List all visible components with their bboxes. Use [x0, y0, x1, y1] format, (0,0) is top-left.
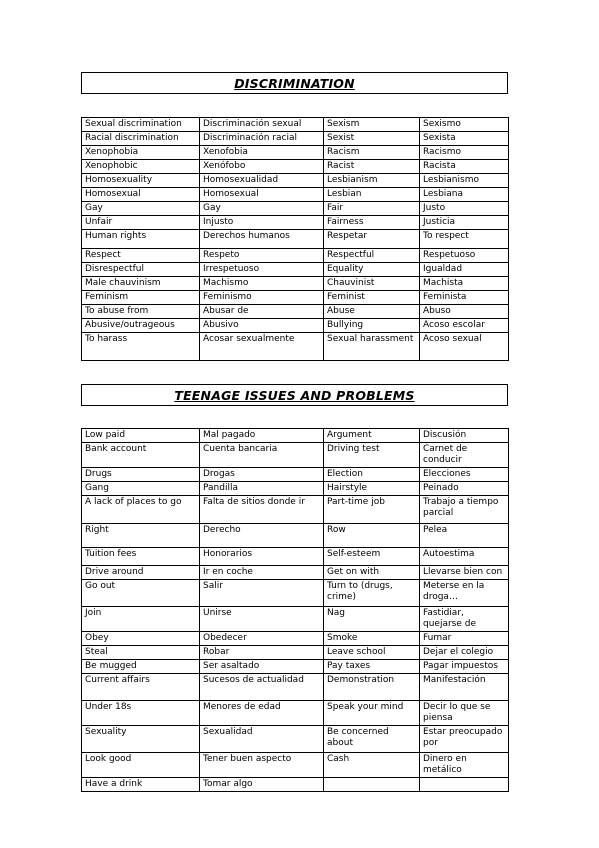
spanish-term-cell: Pelea	[420, 524, 509, 548]
spanish-term-cell: Peinado	[420, 482, 509, 496]
spanish-term-cell: Decir lo que se piensa	[420, 701, 509, 726]
spanish-term-cell: Falta de sitios donde ir	[200, 496, 324, 524]
spanish-term-cell: Xenofobia	[200, 146, 324, 160]
english-term-cell: Join	[82, 607, 200, 632]
english-term-cell: Be mugged	[82, 660, 200, 674]
spanish-term-cell	[420, 778, 509, 792]
spanish-term-cell: Derecho	[200, 524, 324, 548]
english-term-cell: Respetar	[324, 230, 420, 249]
english-term-cell: Row	[324, 524, 420, 548]
spanish-term-cell: Abusivo	[200, 319, 324, 333]
english-term-cell: Equality	[324, 263, 420, 277]
english-term-cell: Have a drink	[82, 778, 200, 792]
table-row	[82, 249, 509, 263]
spanish-term-cell: Sexualidad	[200, 726, 324, 753]
table-row	[82, 524, 509, 548]
spanish-term-cell: Feminismo	[200, 291, 324, 305]
spanish-term-cell: Trabajo a tiempo parcial	[420, 496, 509, 524]
table-row	[82, 726, 509, 753]
table-row	[82, 753, 509, 778]
table-row	[82, 146, 509, 160]
english-term-cell: Homosexual	[82, 188, 200, 202]
spanish-term-cell: Xenófobo	[200, 160, 324, 174]
spanish-term-cell: Menores de edad	[200, 701, 324, 726]
english-term-cell: Drugs	[82, 468, 200, 482]
table-row	[82, 160, 509, 174]
english-term-cell: Gay	[82, 202, 200, 216]
table-row	[82, 305, 509, 319]
table-row	[82, 607, 509, 632]
english-term-cell: Get on with	[324, 566, 420, 580]
spanish-term-cell: Discriminación racial	[200, 132, 324, 146]
english-term-cell: Demonstration	[324, 674, 420, 701]
spanish-term-cell: Pagar impuestos	[420, 660, 509, 674]
english-term-cell: To abuse from	[82, 305, 200, 319]
spanish-term-cell: Racista	[420, 160, 509, 174]
english-term-cell: Current affairs	[82, 674, 200, 701]
table-row	[82, 548, 509, 566]
english-term-cell: Gang	[82, 482, 200, 496]
spanish-term-cell: Meterse en la droga…	[420, 580, 509, 607]
spanish-term-cell: Igualdad	[420, 263, 509, 277]
spanish-term-cell: Dejar el colegio	[420, 646, 509, 660]
spanish-term-cell: Dinero en metálico	[420, 753, 509, 778]
table-row	[82, 660, 509, 674]
spanish-term-cell: Ir en coche	[200, 566, 324, 580]
table-row	[82, 333, 509, 361]
spanish-term-cell: Sucesos de actualidad	[200, 674, 324, 701]
spanish-term-cell: Fumar	[420, 632, 509, 646]
english-term-cell: Be concerned about	[324, 726, 420, 753]
spanish-term-cell: Justicia	[420, 216, 509, 230]
table-row	[82, 202, 509, 216]
spanish-term-cell: Unirse	[200, 607, 324, 632]
english-term-cell: Pay taxes	[324, 660, 420, 674]
spanish-term-cell: Robar	[200, 646, 324, 660]
english-term-cell: Nag	[324, 607, 420, 632]
spanish-term-cell: Carnet de conducir	[420, 443, 509, 468]
english-term-cell: To harass	[82, 333, 200, 361]
english-term-cell: Chauvinist	[324, 277, 420, 291]
spanish-term-cell: Llevarse bien con	[420, 566, 509, 580]
table-row	[82, 277, 509, 291]
spanish-term-cell: Acosar sexualmente	[200, 333, 324, 361]
english-term-cell: Feminist	[324, 291, 420, 305]
spanish-term-cell: Homosexual	[200, 188, 324, 202]
spanish-term-cell: Honorarios	[200, 548, 324, 566]
table-row	[82, 482, 509, 496]
table-row	[82, 468, 509, 482]
english-term-cell: Driving test	[324, 443, 420, 468]
table-row	[82, 216, 509, 230]
english-term-cell: Steal	[82, 646, 200, 660]
english-term-cell: Feminism	[82, 291, 200, 305]
english-term-cell: Sexist	[324, 132, 420, 146]
english-term-cell: Low paid	[82, 429, 200, 443]
table-row	[82, 291, 509, 305]
english-term-cell: Homosexuality	[82, 174, 200, 188]
spanish-term-cell: Machista	[420, 277, 509, 291]
english-term-cell: Self-esteem	[324, 548, 420, 566]
english-term-cell: Hairstyle	[324, 482, 420, 496]
vocab-table-discrimination	[81, 117, 509, 361]
spanish-term-cell: Acoso escolar	[420, 319, 509, 333]
english-term-cell: Sexual discrimination	[82, 118, 200, 132]
spanish-term-cell: Racismo	[420, 146, 509, 160]
table-row	[82, 778, 509, 792]
english-term-cell: Smoke	[324, 632, 420, 646]
section-title-text: DISCRIMINATION	[234, 75, 355, 91]
english-term-cell: Bullying	[324, 319, 420, 333]
english-term-cell: Part-time job	[324, 496, 420, 524]
english-term-cell: Leave school	[324, 646, 420, 660]
english-term-cell: Racial discrimination	[82, 132, 200, 146]
english-term-cell: Bank account	[82, 443, 200, 468]
english-term-cell: Under 18s	[82, 701, 200, 726]
english-term-cell	[324, 778, 420, 792]
english-term-cell: Disrespectful	[82, 263, 200, 277]
spanish-term-cell: Gay	[200, 202, 324, 216]
english-term-cell: Abuse	[324, 305, 420, 319]
vocab-table-teenage-issues	[81, 428, 509, 792]
english-term-cell: Sexuality	[82, 726, 200, 753]
spanish-term-cell: Derechos humanos	[200, 230, 324, 249]
section-title-discrimination	[81, 72, 508, 94]
spanish-term-cell: Irrespetuoso	[200, 263, 324, 277]
spanish-term-cell: Mal pagado	[200, 429, 324, 443]
spanish-term-cell: Elecciones	[420, 468, 509, 482]
table-row	[82, 188, 509, 202]
spanish-term-cell: Estar preocupado por	[420, 726, 509, 753]
table-row	[82, 429, 509, 443]
spanish-term-cell: Manifestación	[420, 674, 509, 701]
spanish-term-cell: Discusión	[420, 429, 509, 443]
spanish-term-cell: Injusto	[200, 216, 324, 230]
english-term-cell: Sexism	[324, 118, 420, 132]
english-term-cell: Obey	[82, 632, 200, 646]
english-term-cell: Lesbianism	[324, 174, 420, 188]
english-term-cell: Unfair	[82, 216, 200, 230]
english-term-cell: Election	[324, 468, 420, 482]
english-term-cell: Tuition fees	[82, 548, 200, 566]
spanish-term-cell: Lesbianismo	[420, 174, 509, 188]
table-row	[82, 580, 509, 607]
spanish-term-cell: Fastidiar, quejarse de	[420, 607, 509, 632]
english-term-cell: Fair	[324, 202, 420, 216]
table-row	[82, 118, 509, 132]
spanish-term-cell: Sexista	[420, 132, 509, 146]
spanish-term-cell: Feminista	[420, 291, 509, 305]
english-term-cell: Abusive/outrageous	[82, 319, 200, 333]
english-term-cell: Right	[82, 524, 200, 548]
spanish-term-cell: Obedecer	[200, 632, 324, 646]
section-title-teenage-issues	[81, 384, 508, 406]
english-term-cell: Argument	[324, 429, 420, 443]
spanish-term-cell: Cuenta bancaria	[200, 443, 324, 468]
english-term-cell: Racist	[324, 160, 420, 174]
english-term-cell: Lesbian	[324, 188, 420, 202]
table-row	[82, 230, 509, 249]
spanish-term-cell: Pandilla	[200, 482, 324, 496]
spanish-term-cell: Acoso sexual	[420, 333, 509, 361]
english-term-cell: Human rights	[82, 230, 200, 249]
english-term-cell: Xenophobic	[82, 160, 200, 174]
english-term-cell: Cash	[324, 753, 420, 778]
spanish-term-cell: Lesbiana	[420, 188, 509, 202]
spanish-term-cell: Sexismo	[420, 118, 509, 132]
english-term-cell: Respectful	[324, 249, 420, 263]
spanish-term-cell: Discriminación sexual	[200, 118, 324, 132]
english-term-cell: Xenophobia	[82, 146, 200, 160]
spanish-term-cell: Tomar algo	[200, 778, 324, 792]
english-term-cell: Respect	[82, 249, 200, 263]
spanish-term-cell: Ser asaltado	[200, 660, 324, 674]
table-row	[82, 263, 509, 277]
english-term-cell: A lack of places to go	[82, 496, 200, 524]
table-row	[82, 674, 509, 701]
table-row	[82, 646, 509, 660]
english-term-cell: Fairness	[324, 216, 420, 230]
english-term-cell: Speak your mind	[324, 701, 420, 726]
spanish-term-cell: Homosexualidad	[200, 174, 324, 188]
spanish-term-cell: Salir	[200, 580, 324, 607]
section-title-text: TEENAGE ISSUES AND PROBLEMS	[174, 387, 415, 403]
table-row	[82, 174, 509, 188]
english-term-cell: Racism	[324, 146, 420, 160]
spanish-term-cell: Abuso	[420, 305, 509, 319]
spanish-term-cell: Drogas	[200, 468, 324, 482]
spanish-term-cell: Respetuoso	[420, 249, 509, 263]
english-term-cell: Turn to (drugs, crime)	[324, 580, 420, 607]
english-term-cell: Drive around	[82, 566, 200, 580]
table-row	[82, 132, 509, 146]
spanish-term-cell: Machismo	[200, 277, 324, 291]
english-term-cell: Sexual harassment	[324, 333, 420, 361]
spanish-term-cell: Autoestima	[420, 548, 509, 566]
table-row	[82, 566, 509, 580]
spanish-term-cell: Abusar de	[200, 305, 324, 319]
table-row	[82, 701, 509, 726]
spanish-term-cell: Tener buen aspecto	[200, 753, 324, 778]
table-row	[82, 319, 509, 333]
english-term-cell: Look good	[82, 753, 200, 778]
table-row	[82, 443, 509, 468]
table-row	[82, 632, 509, 646]
spanish-term-cell: Respeto	[200, 249, 324, 263]
english-term-cell: Go out	[82, 580, 200, 607]
table-row	[82, 496, 509, 524]
spanish-term-cell: To respect	[420, 230, 509, 249]
english-term-cell: Male chauvinism	[82, 277, 200, 291]
spanish-term-cell: Justo	[420, 202, 509, 216]
